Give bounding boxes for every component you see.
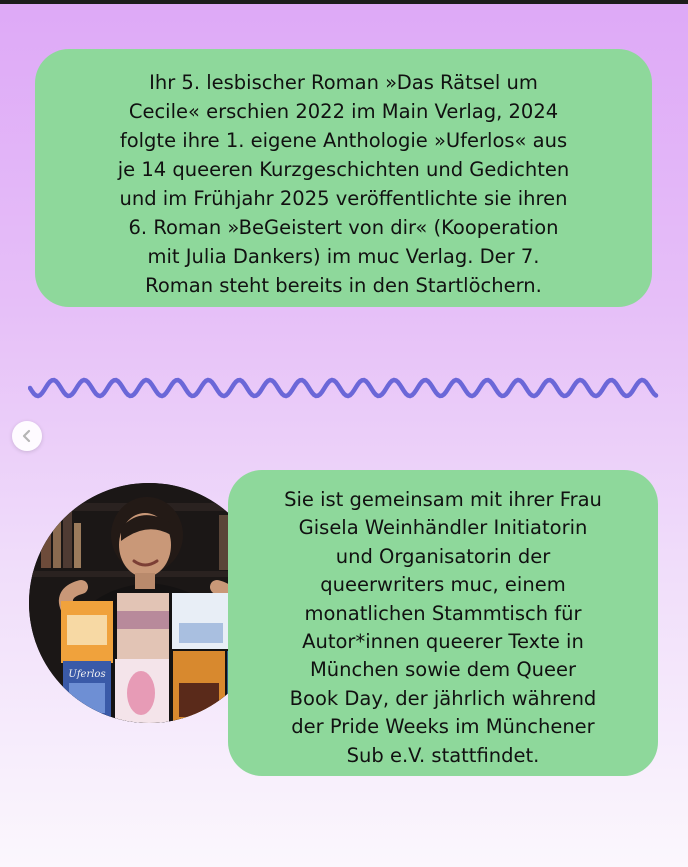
text-line: 6. Roman »BeGeistert von dir« (Kooperation [128,216,559,239]
text-line: mit Julia Dankers) im muc Verlag. Der 7. [147,245,540,268]
text-line: queerwriters muc, einem [320,573,566,597]
text-line: Gisela Weinhändler Initiatorin [298,516,588,540]
text-line: je 14 queeren Kurzgeschichten und Gedichten [117,158,570,181]
text-line: der Pride Weeks im Münchener [291,715,595,739]
text-line: Autor*innen queerer Texte in [302,630,584,654]
text-line: und im Frühjahr 2025 veröffentlichte sie ihren [119,187,568,210]
text-bubble-novels [35,49,652,307]
text-line: Cecile« erschien 2022 im Main Verlag, 2024 [128,100,559,123]
text-line: folgte ihre 1. eigene Anthologie »Uferlos« aus [119,129,568,152]
wave-divider [28,370,660,406]
carousel-prev-button[interactable] [12,421,42,451]
text-bubble-queerwriters [228,470,658,776]
text-line: Sie ist gemeinsam mit ihrer Frau [284,488,602,511]
text-line: monatlichen Stammtisch für [304,601,582,625]
text-line: Sub e.V. stattfindet. [346,743,540,767]
top-bar [0,0,688,4]
text-line: Ihr 5. lesbischer Roman »Das Rätsel um [149,71,538,94]
text-line: Book Day, der jährlich während [289,686,597,710]
text-line: München sowie dem Queer [309,658,577,682]
chevron-left-icon [20,429,34,443]
book-title: Uferlos [68,669,106,680]
text-line: Roman steht bereits in den Startlöchern. [145,274,542,297]
text-line: und Organisatorin der [335,544,551,568]
